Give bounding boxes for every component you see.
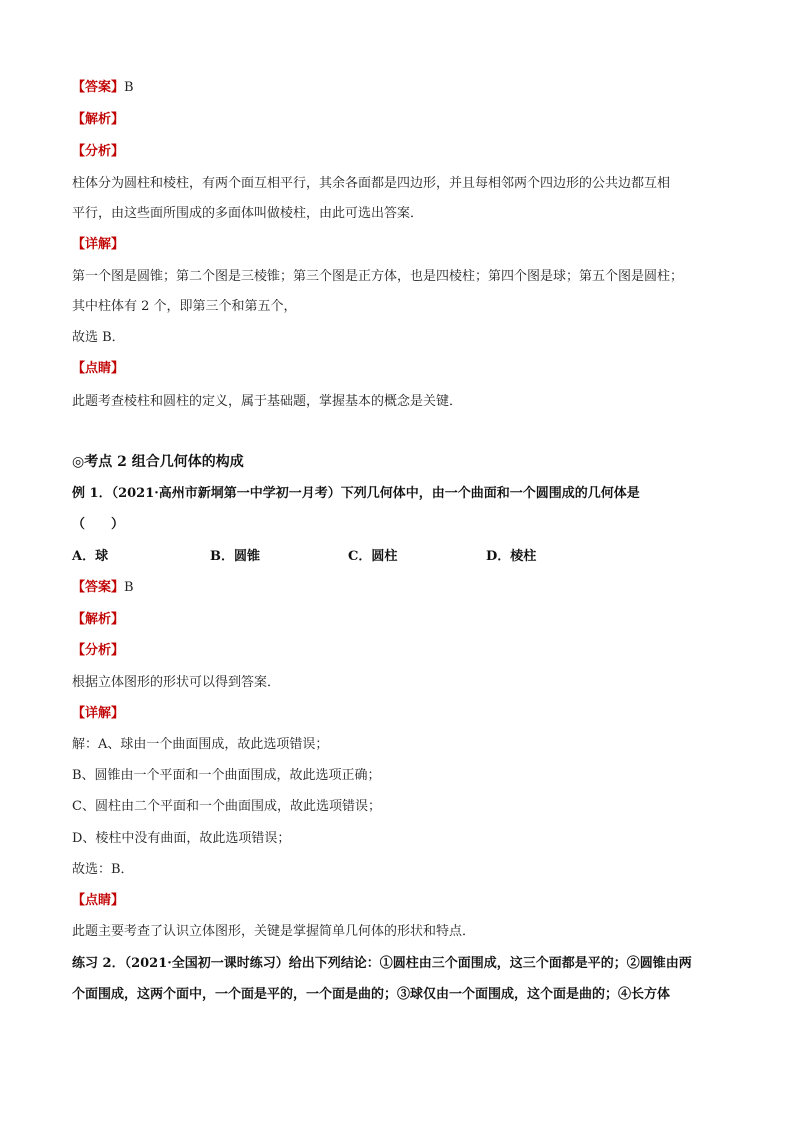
xiangjie-line: 故选：B． bbox=[72, 862, 134, 877]
xiangjie-tag: 【详解】 bbox=[72, 706, 125, 721]
exercise-line-1: 练习 2．（2021·全国初一课时练习）给出下列结论：①圆柱由三个面围成，这三个面都是平的；②圆锥由两 bbox=[72, 956, 692, 971]
dianjing-tag: 【点睛】 bbox=[72, 361, 125, 376]
option-a: A．球 bbox=[72, 549, 109, 564]
fenxi-text-line-1: 柱体分为圆柱和棱柱，有两个面互相平行，其余各面都是四边形，并且每相邻两个四边形的公共边都互相 bbox=[72, 176, 671, 191]
answer-value: B bbox=[124, 580, 134, 595]
xiangjie-line: D、棱柱中没有曲面，故此选项错误； bbox=[72, 831, 291, 846]
fenxi-tag: 【分析】 bbox=[72, 643, 125, 658]
jiexi-tag: 【解析】 bbox=[72, 112, 125, 127]
fenxi-tag: 【分析】 bbox=[72, 144, 125, 159]
dianjing-text: 此题考查棱柱和圆柱的定义，属于基础题，掌握基本的概念是关键． bbox=[72, 394, 463, 409]
option-d: D．棱柱 bbox=[486, 549, 537, 564]
jiexi-tag: 【解析】 bbox=[72, 612, 125, 627]
options-row bbox=[72, 547, 722, 567]
option-b: B．圆锥 bbox=[210, 549, 260, 564]
xiangjie-text-line-3: 故选 B． bbox=[72, 330, 125, 345]
answer-tag: 【答案】 bbox=[72, 80, 125, 95]
question-line-1: 例 1．（2021·高州市新垌第一中学初一月考）下列几何体中，由一个曲面和一个圆围成的几何体是 bbox=[72, 486, 640, 501]
xiangjie-line: 解：A、球由一个曲面围成，故此选项错误； bbox=[72, 737, 329, 752]
option-c: C．圆柱 bbox=[348, 549, 398, 564]
answer-line-2 bbox=[72, 578, 134, 598]
exercise-line-2: 个面围成，这两个面中，一个面是平的，一个面是曲的；③球仅由一个面围成，这个面是曲的；④长方体 bbox=[72, 987, 671, 1002]
dianjing-text: 此题主要考查了认识立体图形，关键是掌握简单几何体的形状和特点． bbox=[72, 924, 476, 939]
xiangjie-line: B、圆锥由一个平面和一个曲面围成，故此选项正确； bbox=[72, 768, 381, 783]
xiangjie-line: C、圆柱由二个平面和一个曲面围成，故此选项错误； bbox=[72, 799, 381, 814]
fenxi-text-line-2: 平行，由这些面所围成的多面体叫做棱柱，由此可选出答案． bbox=[72, 206, 424, 221]
answer-line-1 bbox=[72, 78, 134, 98]
xiangjie-text-line-2: 其中柱体有 2 个，即第三个和第五个， bbox=[72, 299, 297, 314]
xiangjie-text-line-1: 第一个图是圆锥；第二个图是三棱锥；第三个图是正方体，也是四棱柱；第四个图是球；第五个图是圆柱； bbox=[72, 269, 684, 284]
answer-tag: 【答案】 bbox=[72, 580, 125, 595]
question-line-2: （ ） bbox=[72, 517, 125, 532]
section-heading: ◎考点 2 组合几何体的构成 bbox=[72, 454, 244, 470]
dianjing-tag: 【点睛】 bbox=[72, 893, 125, 908]
xiangjie-tag: 【详解】 bbox=[72, 237, 125, 252]
answer-value: B bbox=[124, 80, 134, 95]
fenxi-text: 根据立体图形的形状可以得到答案． bbox=[72, 675, 281, 690]
